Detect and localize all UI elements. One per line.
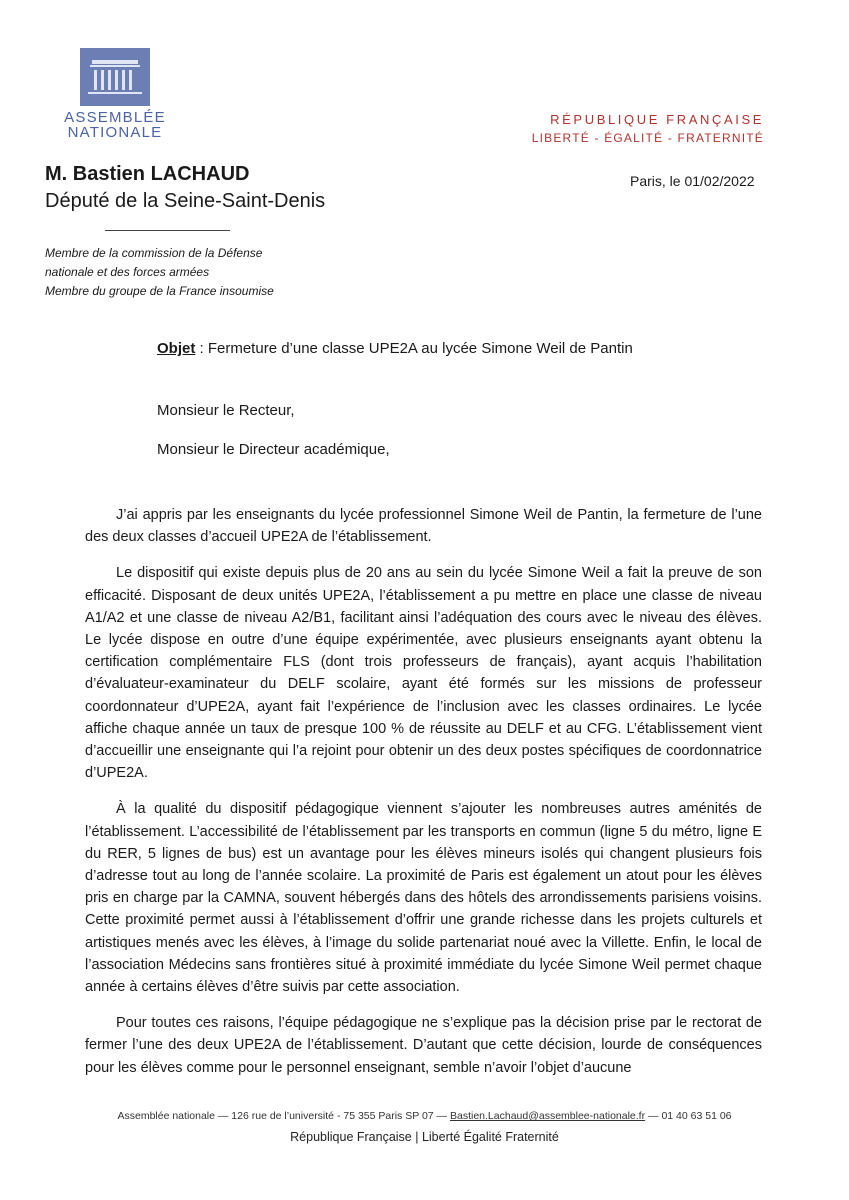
letter-body (85, 504, 762, 1093)
paragraph: Le dispositif qui existe depuis plus de 20 ans au sein du lycée Simone Weil a fait la preuve de son efficacité. Disposant de deux unités UPE2A, l’établissement a pu mettre en place une classe de niveau A1/A2 et une classe de niveau A2/B1, facilitant ainsi l’adéquation des cours avec le niveau des élèves. Le lycée dispose en outre d’une équipe expérimentée, avec plusieurs enseignants ayant obtenu la certification complémentaire FLS (dont trois professeurs de français), ayant acquis l’habilitation d’évaluateur-examinateur du DELF scolaire, ayant été formés sur les missions de professeur coordonnateur d’UPE2A, ayant fait l’expérience de l’inclusion avec les classes ordinaires. Le lycée affiche chaque année un taux de presque 100 % de réussite au DELF et au CFG. L’établissement vient d’accueillir une enseignante qui l’a rejoint pour obtenir un des deux postes spécifiques de coordonnatrice d’UPE2A. (85, 565, 762, 782)
logo-text-line2: NATIONALE (67, 124, 163, 141)
republique-francaise-header (532, 112, 764, 145)
subject-line (157, 340, 633, 357)
salutation-recteur: Monsieur le Recteur, (157, 402, 295, 419)
footer-address-text: Assemblée nationale — 126 rue de l’université - 75 355 Paris SP 07 — (117, 1110, 450, 1122)
assemblee-nationale-logo (55, 48, 175, 140)
divider (105, 230, 230, 231)
footer-phone: — 01 40 63 51 06 (645, 1110, 732, 1122)
paragraph: À la qualité du dispositif pédagogique viennent s’ajouter les nombreuses autres aménités de l’établissement. L’accessibilité de l’établissement par les transports en commun (ligne 5 du métro, ligne E du RER, 5 lignes de bus) est un avantage pour les élèves mineurs isolés qui changent plusieurs fois d’adresse tout au long de l’année scolaire. La proximité de Paris est également un atout pour les élèves pris en charge par la CAMNA, souvent hébergés dans des hôtels des arrondissements parisiens voisins. Cette proximité permet aussi à l’établissement d’offrir une grande richesse dans les projets culturels et artistiques menés avec les élèves, à l’image du solide partenariat noué avec la Villette. Enfin, le local de l’association Médecins sans frontières situé à proximité immédiate du lycée Simone Weil permet chaque année à certains élèves d’être suivis par cette association. (85, 801, 762, 996)
footer-motto: République Française | Liberté Égalité Fraternité (290, 1130, 559, 1144)
paragraph: J’ai appris par les enseignants du lycée professionnel Simone Weil de Pantin, la fermeture de l’une des deux classes d’accueil UPE2A de l’établissement. (85, 507, 762, 546)
letter-date: Paris, le 01/02/2022 (630, 173, 755, 189)
footer-email-link[interactable]: Bastien.Lachaud@assemblee-nationale.fr (449, 1110, 646, 1122)
republique-title: RÉPUBLIQUE FRANÇAISE (550, 112, 764, 127)
deputy-role: Député de la Seine-Saint-Denis (45, 190, 326, 212)
membership-line: Membre du groupe de la France insoumise (45, 284, 274, 298)
paragraph: Pour toutes ces raisons, l’équipe pédagogique ne s’explique pas la décision prise par le rectorat de fermer l’une des deux UPE2A de l’établissement. D’autant que cette décision, lourde de conséquences pour les élèves comme pour le personnel enseignant, semble n’avoir l’objet d’aucune (85, 1015, 762, 1076)
membership-line: Membre de la commission de la Défense (45, 246, 263, 260)
deputy-name: M. Bastien LACHAUD (45, 163, 250, 185)
subject-label: Objet (157, 340, 196, 357)
membership-line: nationale et des forces armées (45, 265, 210, 279)
logo-text-line1: ASSEMBLÉE (64, 109, 166, 126)
salutation-directeur: Monsieur le Directeur académique, (157, 441, 390, 458)
republique-motto: LIBERTÉ - ÉGALITÉ - FRATERNITÉ (531, 131, 764, 145)
footer-address (0, 1110, 849, 1122)
palais-bourbon-icon (80, 48, 150, 106)
memberships (45, 244, 274, 301)
subject-text: : Fermeture d’une classe UPE2A au lycée Simone Weil de Pantin (195, 340, 633, 357)
